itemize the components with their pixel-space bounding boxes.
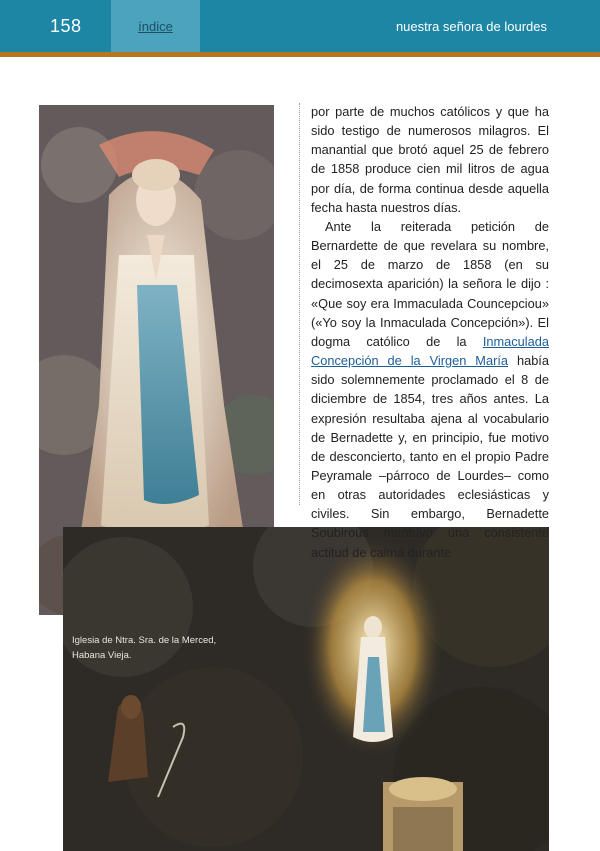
header-rule [0,52,600,57]
immaculate-conception-link[interactable]: Inmaculada Concepción de la Virgen María [311,333,549,369]
page-header [0,0,600,52]
paragraph: por parte de muchos católicos y que ha sido testigo de numerosos milagros. El manantial que brotó aquel 25 de febrero de 1858 produce cien mil litros de agua por día, de forma continua desde aquella fecha hasta nuestros días. [311,104,549,215]
grotto-photo [63,527,549,851]
caption-line: Iglesia de Ntra. Sra. de la Merced, [72,635,217,646]
caption-line: Habana Vieja. [72,650,132,661]
photo-caption [72,633,242,663]
paragraph-text: Ante la reiterada petición de Bernardette de que revelara su nombre, el 25 de marzo de 1858 (en su decimosexta aparición) la señora le dijo : «Que soy era Immaculada Councepciou» («Yo soy la Inmaculada Concepción»). El dogma católico de la [311,218,549,349]
paragraph [311,217,549,562]
paragraph-text: había sido solemnemente proclamado el 8 de diciembre de 1854, tres años antes. La expresión resultaba ajena al vocabulario de Bernadette y, en principio, fue motivo de desconcierto, tanto en el propio Padre Peyramale –párroco de Lourdes– como en otras autoridades eclesiásticas y civiles. Sin embargo, Bernadette Soubirous mantuvo una consistente actitud de calma durante [311,353,549,560]
column-divider [299,103,300,505]
index-tab[interactable] [111,0,200,52]
page-number: 158 [50,16,82,36]
index-link[interactable]: índice [138,18,173,34]
article-text [311,102,549,562]
running-title: nuestra señora de lourdes [395,19,547,34]
